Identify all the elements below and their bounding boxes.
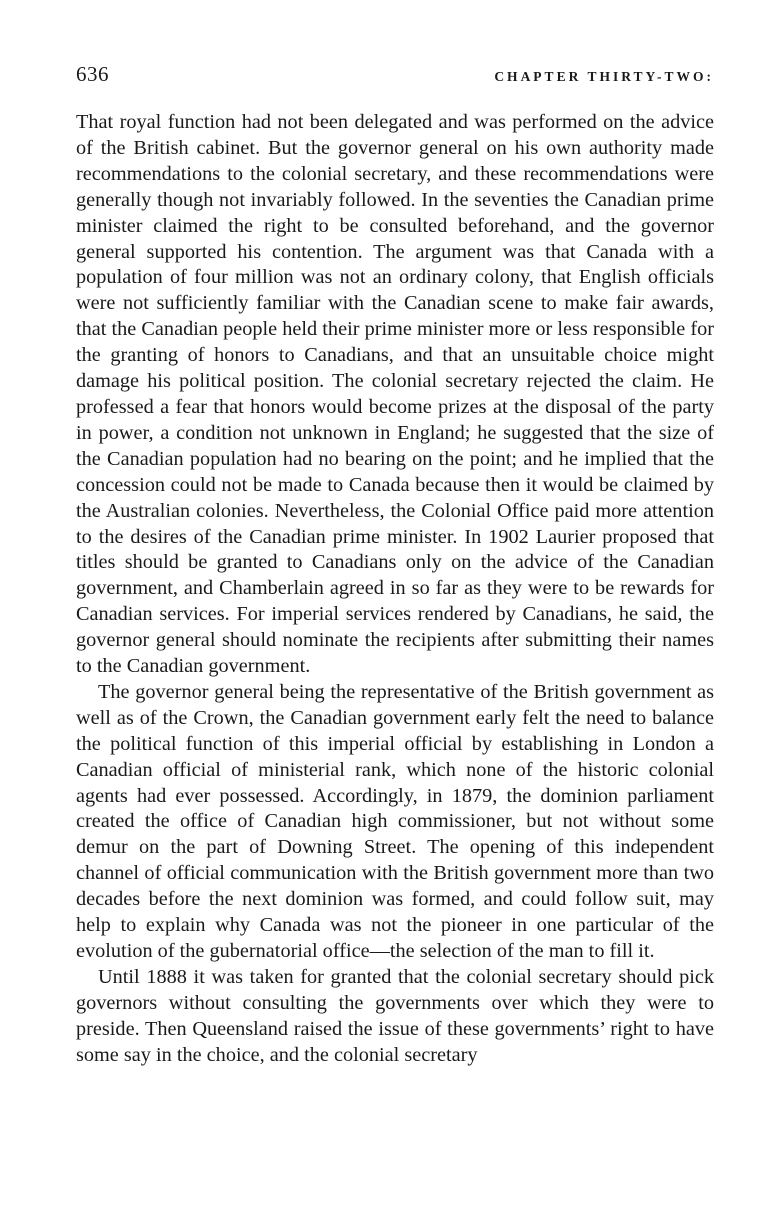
paragraph: That royal function had not been delegated and was performed on the advice of the British cabinet. But the governor general on his own authority made recommendations to the colonial secretary, and these recommendations were generally though not invariably followed. In the seventies the Canadian prime minister claimed the right to be consulted beforehand, and the governor general supported his contention. The argument was that Canada with a population of four million was not an ordinary colony, that English officials were not sufficiently familiar with the Canadian scene to make fair awards, that the Canadian people held their prime minister more or less responsible for the granting of honors to Canadians, and that an unsuitable choice might damage his political position. The colonial secretary rejected the claim. He professed a fear that honors would become prizes at the disposal of the party in power, a condition not unknown in England; he suggested that the size of the Canadian population had no bearing on the point; and he implied that the concession could not be made to Canada because then it would be claimed by the Australian colonies. Nevertheless, the Colonial Office paid more attention to the desires of the Canadian prime minister. In 1902 Laurier proposed that titles should be granted to Canadians only on the advice of the Canadian government, and Chamberlain agreed in so far as they were to be rewards for Canadian services. For imperial services rendered by Canadians, he said, the governor general should nominate the recipients after submitting their names to the Canadian government. bbox=[76, 111, 714, 678]
running-head bbox=[76, 62, 714, 92]
paragraph: The governor general being the representative of the British government as well as of the Crown, the Canadian government early felt the need to balance the political function of this imperial official by establishing in London a Canadian official of ministerial rank, which none of the historic colonial agents had ever possessed. Accordingly, in 1879, the dominion parliament created the office of Canadian high commissioner, but not without some demur on the part of Downing Street. The opening of this independent channel of official communication with the British government more than two decades before the next dominion was formed, and could follow suit, may help to explain why Canada was not the pioneer in one particular of the evolution of the gubernatorial office—the selection of the man to fill it. bbox=[76, 680, 714, 962]
chapter-title: CHAPTER THIRTY-TWO: bbox=[494, 69, 714, 84]
paragraph: Until 1888 it was taken for granted that the colonial secretary should pick governors without consulting the governments over which they were to preside. Then Queensland raised the issue of these governments’ right to have some say in the choice, and the colonial secretary bbox=[76, 965, 714, 1066]
book-page bbox=[76, 62, 714, 1069]
page-number: 636 bbox=[76, 62, 109, 86]
body-text bbox=[76, 110, 714, 1069]
